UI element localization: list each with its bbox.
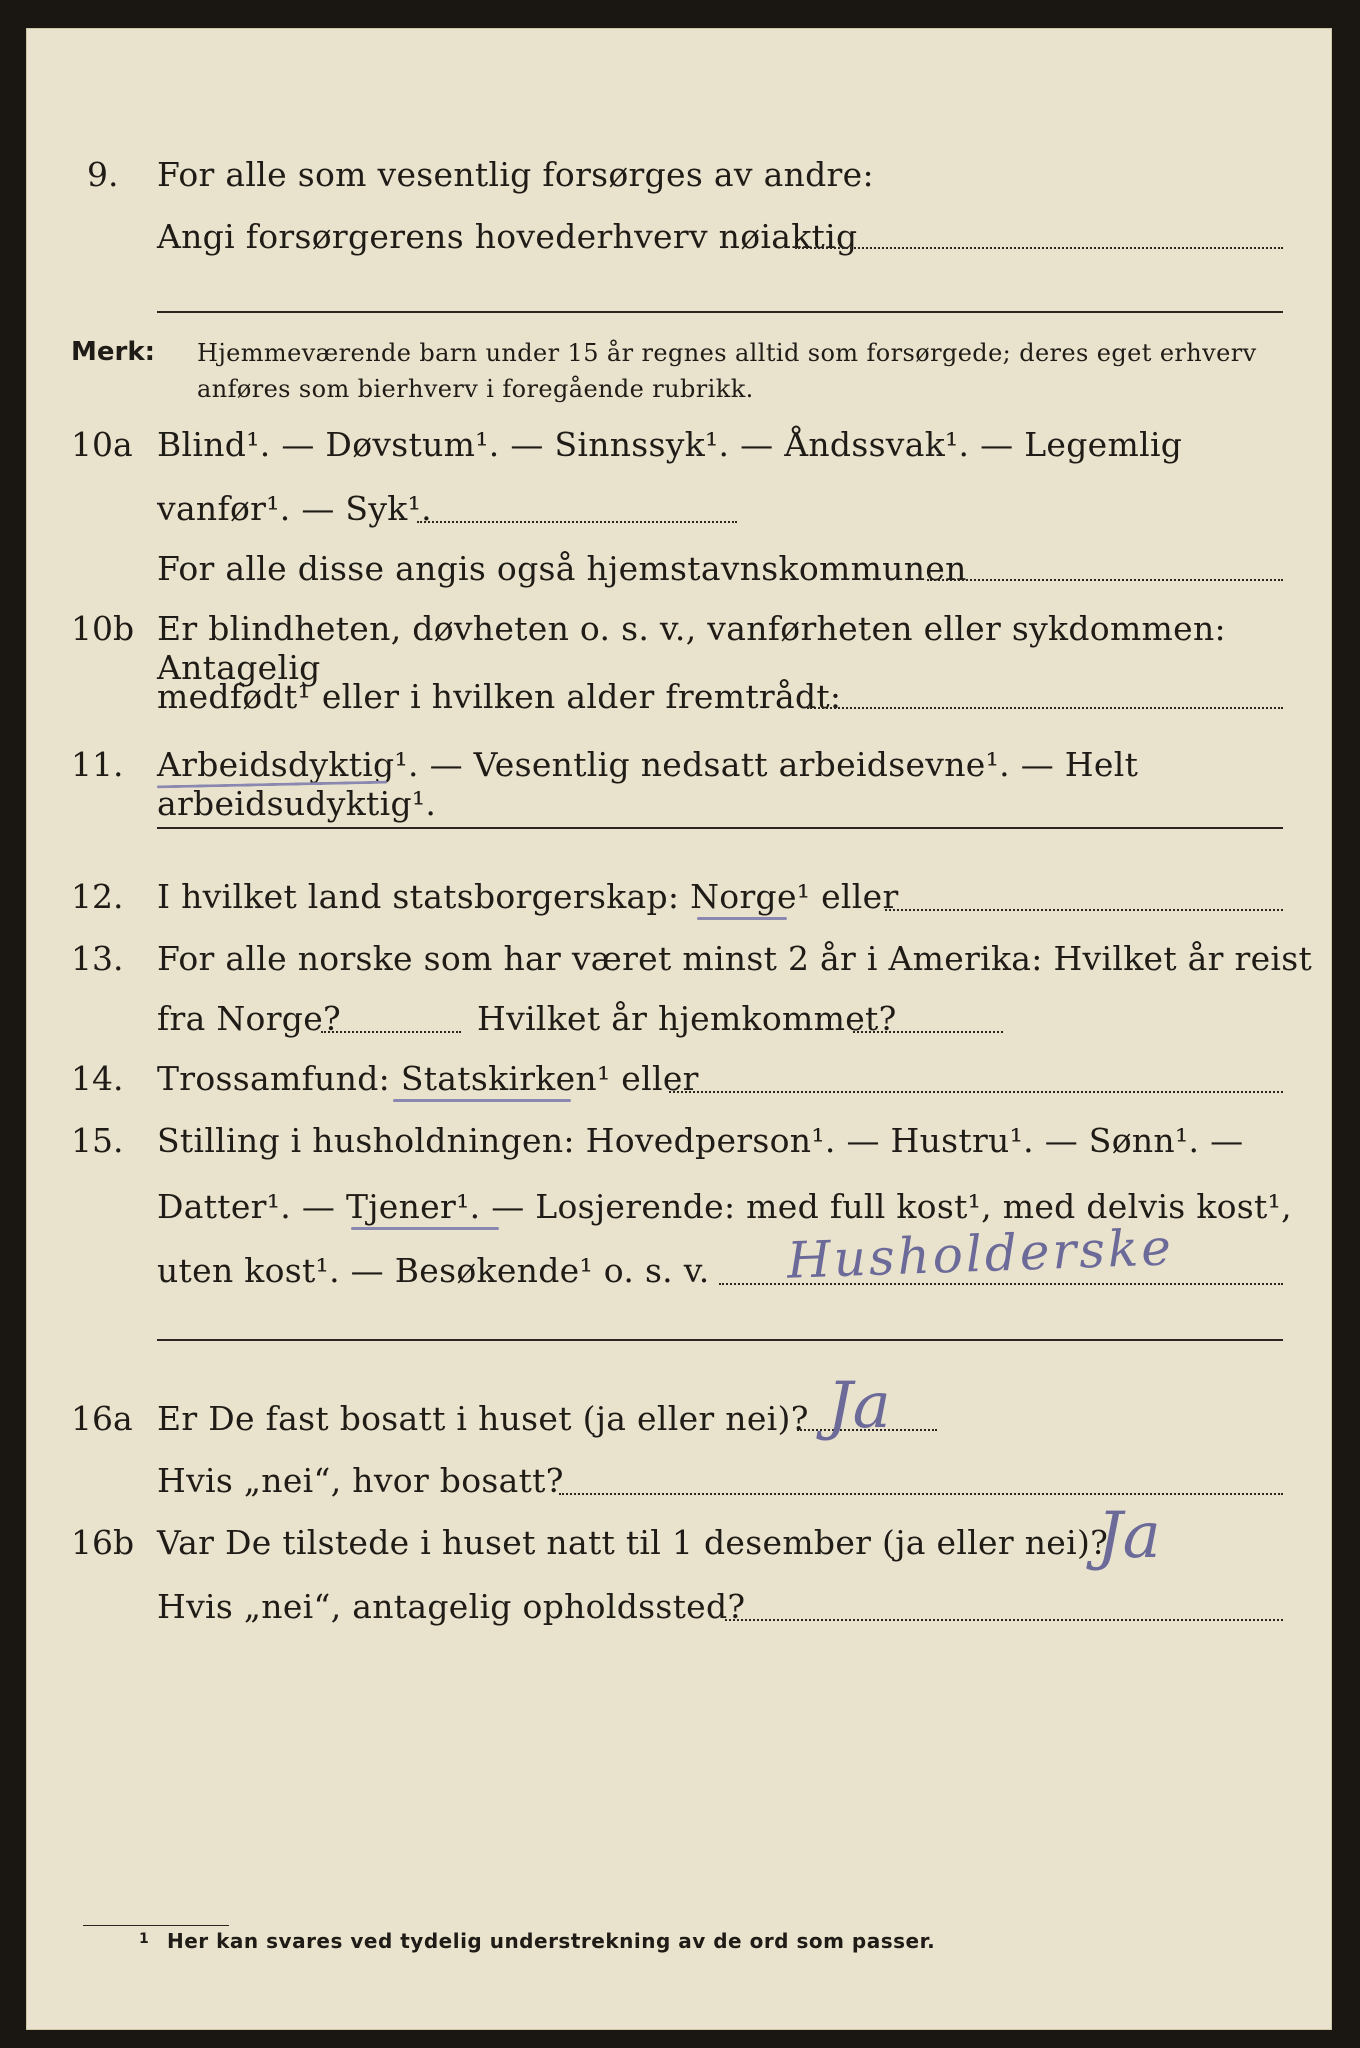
q16b-number: 16b <box>71 1523 135 1562</box>
q16a-line1: Er De fast bosatt i huset (ja eller nei)? <box>157 1399 809 1438</box>
q11-number: 11. <box>71 745 124 784</box>
q13-line2b: Hvilket år hjemkommet? <box>477 999 897 1038</box>
footnote-rule <box>83 1925 229 1926</box>
q12-number: 12. <box>71 877 124 916</box>
q11-answer-line[interactable] <box>157 827 1283 829</box>
q16a-line2: Hvis „nei“, hvor bosatt? <box>157 1461 564 1500</box>
q10b-answer-line[interactable] <box>807 707 1283 709</box>
q10a-syk-line[interactable] <box>417 521 737 523</box>
q10b-number: 10b <box>71 609 135 648</box>
q9-number: 9. <box>87 155 119 194</box>
q13-line2a: fra Norge? <box>157 999 342 1038</box>
q16b-handwritten-answer: Ja <box>1097 1499 1161 1573</box>
q10a-line2: vanfør¹. — Syk¹. <box>157 489 432 528</box>
q13-line1: For alle norske som har været minst 2 år i Amerika: Hvilket år reist <box>157 939 1313 978</box>
q15-handwritten-answer: Husholderske <box>786 1218 1175 1290</box>
q16b-opholdssted-line[interactable] <box>725 1619 1283 1621</box>
q10a-line3: For alle disse angis også hjemstavnskommunen <box>157 549 967 588</box>
q9-line2: Angi forsørgerens hovederhverv nøiaktig <box>157 217 858 256</box>
merk-line1: Hjemmeværende barn under 15 år regnes alltid som forsørgede; deres eget erhverv <box>197 339 1257 367</box>
q15-line2: Datter¹. — Tjener¹. — Losjerende: med full kost¹, med delvis kost¹, <box>157 1187 1292 1226</box>
footnote-marker: 1 <box>139 1931 150 1947</box>
footnote-text: Her kan svares ved tydelig understrekning av de ord som passer. <box>167 1929 936 1953</box>
q14-number: 14. <box>71 1059 124 1098</box>
census-form-page <box>26 28 1332 2030</box>
q15-line3: uten kost¹. — Besøkende¹ o. s. v. <box>157 1251 710 1290</box>
q16b-line1: Var De tilstede i huset natt til 1 desember (ja eller nei)? <box>157 1523 1109 1562</box>
merk-label: Merk: <box>71 337 156 367</box>
q16a-handwritten-answer: Ja <box>827 1369 891 1443</box>
q16b-line2: Hvis „nei“, antagelig opholdssted? <box>157 1587 746 1626</box>
q13-number: 13. <box>71 939 124 978</box>
q13-reist-line[interactable] <box>321 1031 461 1033</box>
merk-line2: anføres som bierhverv i foregående rubrikk. <box>197 375 754 403</box>
q9-line1: For alle som vesentlig forsørges av andre: <box>157 155 874 194</box>
q10a-kommune-line[interactable] <box>927 579 1283 581</box>
q12-line1: I hvilket land statsborgerskap: Norge¹ eller <box>157 877 899 916</box>
q12-answer-line[interactable] <box>885 909 1283 911</box>
q9-answer-line-2[interactable] <box>157 311 1283 313</box>
q14-line1: Trossamfund: Statskirken¹ eller <box>157 1059 699 1098</box>
q10a-line1: Blind¹. — Døvstum¹. — Sinnssyk¹. — Åndssvak¹. — Legemlig <box>157 425 1183 464</box>
q10b-line1: Er blindheten, døvheten o. s. v., vanførheten eller sykdommen: Antagelig <box>157 609 1226 687</box>
q16a-bosatt-line[interactable] <box>559 1493 1283 1495</box>
q14-handwritten-underline <box>393 1099 571 1102</box>
q13-hjemkommet-line[interactable] <box>853 1031 1003 1033</box>
q15-handwritten-underline <box>351 1227 499 1230</box>
q10a-number: 10a <box>71 425 133 464</box>
q16a-number: 16a <box>71 1399 133 1438</box>
q11-line1: Arbeidsdyktig¹. — Vesentlig nedsatt arbeidsevne¹. — Helt arbeidsudyktig¹. <box>157 745 1139 823</box>
q14-answer-line[interactable] <box>669 1091 1283 1093</box>
q9-answer-line[interactable] <box>795 247 1283 249</box>
q10b-line2: medfødt¹ eller i hvilken alder fremtrådt: <box>157 677 842 716</box>
q12-handwritten-underline <box>697 917 787 920</box>
q15-number: 15. <box>71 1121 124 1160</box>
q15-line1: Stilling i husholdningen: Hovedperson¹. — Hustru¹. — Sønn¹. — <box>157 1121 1244 1160</box>
q15-answer-line-2[interactable] <box>157 1339 1283 1341</box>
